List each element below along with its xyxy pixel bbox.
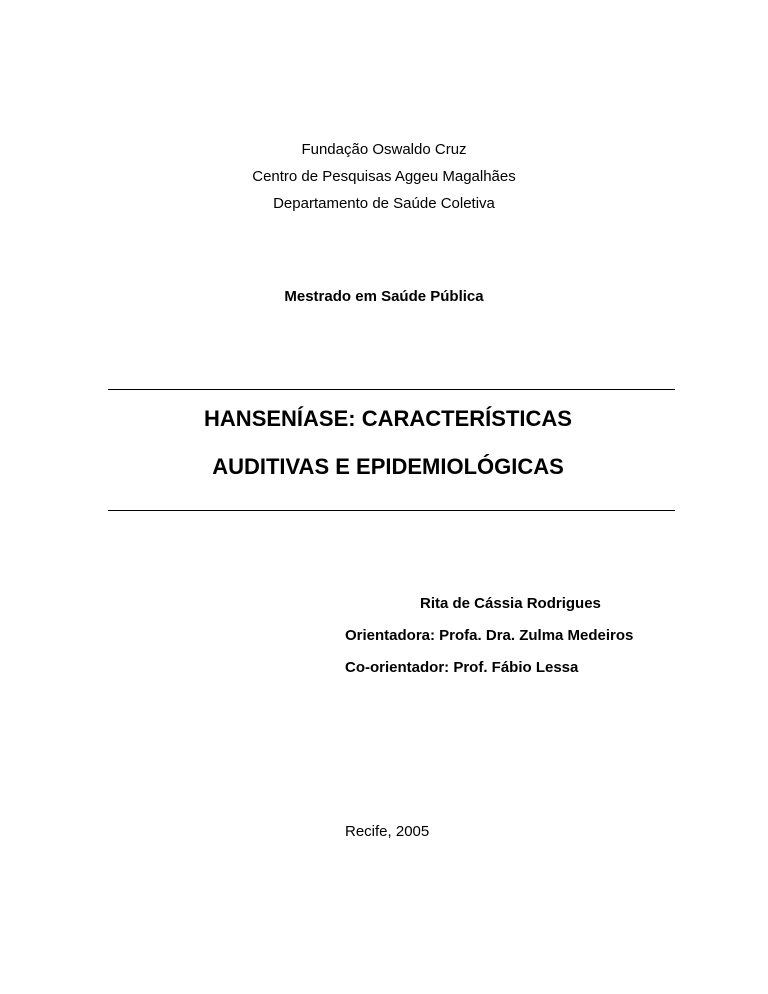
- coadvisor-name: Co-orientador: Prof. Fábio Lessa: [345, 659, 579, 676]
- place-and-date: Recife, 2005: [345, 823, 430, 840]
- thesis-title-line-1: HANSENÍASE: CARACTERÍSTICAS: [204, 406, 572, 431]
- title-top-rule: [108, 389, 675, 390]
- author-name: Rita de Cássia Rodrigues: [420, 595, 601, 612]
- thesis-title-line-2: AUDITIVAS E EPIDEMIOLÓGICAS: [212, 454, 564, 479]
- title-bottom-rule: [108, 510, 675, 511]
- research-center-name: Centro de Pesquisas Aggeu Magalhães: [252, 168, 516, 185]
- foundation-name: Fundação Oswaldo Cruz: [301, 141, 467, 158]
- program-name: Mestrado em Saúde Pública: [284, 288, 484, 305]
- department-name: Departamento de Saúde Coletiva: [273, 195, 495, 212]
- advisor-name: Orientadora: Profa. Dra. Zulma Medeiros: [345, 627, 634, 644]
